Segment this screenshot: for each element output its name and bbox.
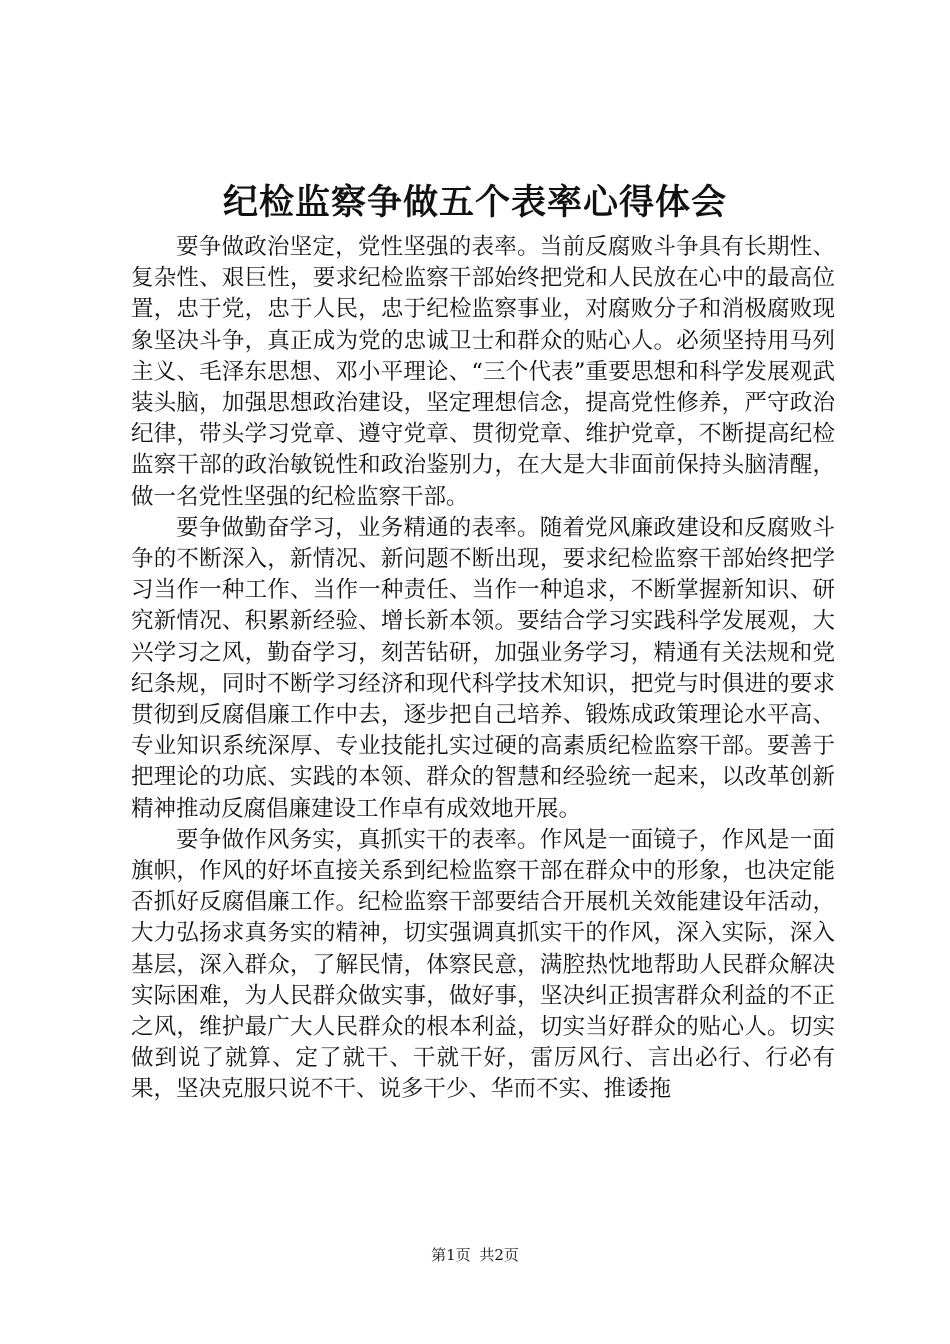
page-number: 第1页: [431, 1246, 471, 1264]
document-body: [131, 232, 835, 1106]
paragraph-political: 要争做政治坚定，党性坚强的表率。当前反腐败斗争具有长期性、复杂性、艰巨性，要求纪检监察干部始终把党和人民放在心中的最高位置，忠于党，忠于人民，忠于纪检监察事业，对腐败分子和消极腐败现象坚决斗争，真正成为党的忠诚卫士和群众的贴心人。必须坚持用马列主义、毛泽东思想、邓小平理论、“三个代表”重要思想和科学发展观武装头脑，加强思想政治建设，坚定理想信念，提高党性修养，严守政治纪律，带头学习党章、遵守党章、贯彻党章、维护党章，不断提高纪检监察干部的政治敏锐性和政治鉴别力，在大是大非面前保持头脑清醒，做一名党性坚强的纪检监察干部。: [131, 234, 835, 510]
paragraph-work-style: 要争做作风务实，真抓实干的表率。作风是一面镜子，作风是一面旗帜，作风的好坏直接关系到纪检监察干部在群众中的形象，也决定能否抓好反腐倡廉工作。纪检监察干部要结合开展机关效能建设年活动，大力弘扬求真务实的精神，切实强调真抓实干的作风，深入实际，深入基层，深入群众，了解民情，体察民意，满腔热忱地帮助人民群众解决实际困难，为人民群众做实事，做好事，坚决纠正损害群众利益的不正之风，维护最广大人民群众的根本利益，切实当好群众的贴心人。切实做到说了就算、定了就干、干就干好，雷厉风行、言出必行、行必有果，坚决克服只说不干、说多干少、华而不实、推诿拖: [131, 826, 835, 1103]
page-footer: [0, 1245, 950, 1265]
page-total: 共2页: [479, 1246, 519, 1264]
document-title: 纪检监察争做五个表率心得体会: [222, 182, 727, 223]
paragraph-study: 要争做勤奋学习，业务精通的表率。随着党风廉政建设和反腐败斗争的不断深入，新情况、新问题不断出现，要求纪检监察干部始终把学习当作一种工作、当作一种责任、当作一种追求，不断掌握新知识、研究新情况、积累新经验、增长新本领。要结合学习实践科学发展观，大兴学习之风，勤奋学习，刻苦钻研，加强业务学习，精通有关法规和党纪条规，同时不断学习经济和现代科学技术知识，把党与时俱进的要求贯彻到反腐倡廉工作中去，逐步把自己培养、锻炼成政策理论水平高、专业知识系统深厚、专业技能扎实过硬的高素质纪检监察干部。要善于把理论的功底、实践的本领、群众的智慧和经验统一起来，以改革创新精神推动反腐倡廉建设工作卓有成效地开展。: [131, 514, 835, 822]
